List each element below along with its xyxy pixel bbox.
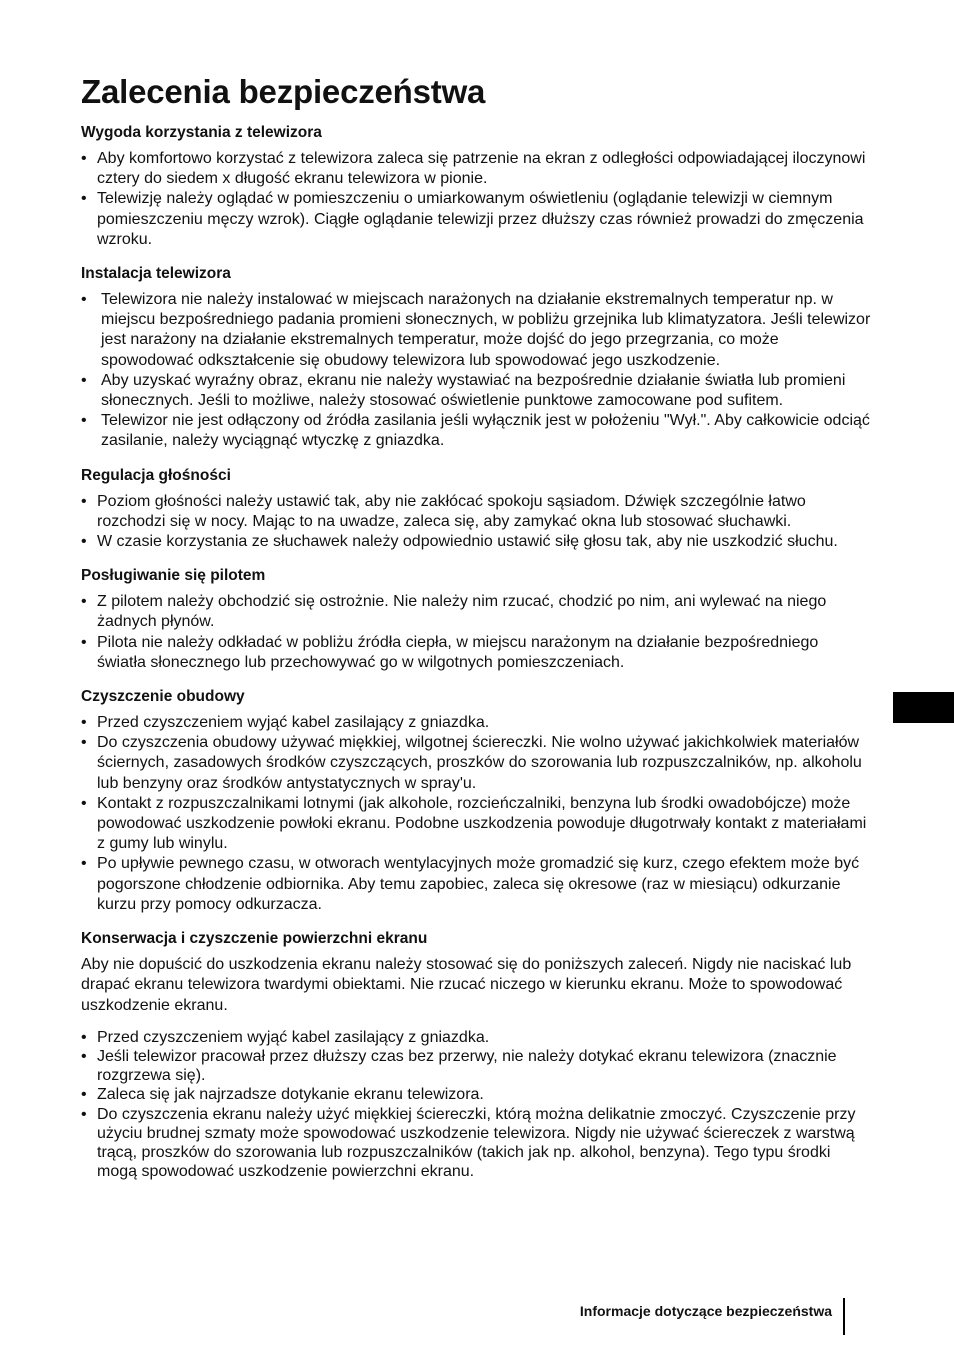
section-heading: Wygoda korzystania z telewizora	[81, 124, 322, 141]
list-item: • Przed czyszczeniem wyjąć kabel zasilający z gniazdka.	[81, 713, 871, 733]
list-item: • Telewizor nie jest odłączony od źródła zasilania jeśli wyłącznik jest w położeniu "Wył.". Aby całkowicie odciąć zasilanie, należy wyciągnąć wtyczkę z gniazdka.	[81, 412, 870, 450]
list-item: • Poziom głośności należy ustawić tak, aby nie zakłócać spokoju sąsiadom. Dźwięk szczególnie łatwo rozchodzi się w nocy. Mając to na uwadze, zaleca się, aby zamykać okna lub stosować słuchawki.	[81, 492, 806, 530]
bullet-icon: •	[81, 150, 87, 167]
section-heading: Instalacja telewizora	[81, 265, 231, 283]
bullet-icon: •	[81, 794, 87, 812]
bullet-list	[81, 290, 871, 452]
bullet-icon: •	[81, 412, 87, 430]
bullet-icon: •	[81, 492, 87, 510]
bullet-list	[81, 149, 871, 250]
bullet-icon: •	[81, 1105, 87, 1123]
bullet-icon: •	[81, 190, 87, 208]
bullet-list	[81, 713, 871, 915]
bullet-icon: •	[81, 1086, 87, 1104]
bullet-icon: •	[81, 1047, 87, 1065]
list-item: • Przed czyszczeniem wyjąć kabel zasilający z gniazdka.	[81, 1028, 490, 1046]
list-item: • Telewizora nie należy instalować w miejscach narażonych na działanie ekstremalnych temperatur np. w miejscu bezpośredniego padania promieni słonecznych, w pobliżu grzejnika lub klimatyzatora. Jeśli telewizor jest narażony na działanie ekstremalnych temperatur, może dojść do jego przegrzania, co może spowodować odkształcenie się obudowy telewizora lub spowodować jego uszkodzenie.	[81, 291, 871, 369]
bullet-icon: •	[81, 633, 87, 651]
section-remote	[81, 566, 871, 673]
bullet-icon: •	[81, 714, 87, 732]
list-item: • Kontakt z rozpuszczalnikami lotnymi (jak alkohole, rozcieńczalniki, benzyna lub środki owadobójcze) może powodować uszkodzenie powłoki ekranu. Podobne uszkodzenia powoduje długotrwały kontakt z materiałami z gumy lub winylu.	[81, 794, 867, 853]
list-item: • Po upływie pewnego czasu, w otworach wentylacyjnych może gromadzić się kurz, czego efektem może być pogorszone chłodzenie odbiornika. Aby temu zapobiec, zaleca się okresowe (raz w miesiącu) odkurzanie kurzu przy pomocy odkurzacza.	[81, 855, 860, 913]
section-cabinet-cleaning	[81, 687, 871, 915]
bullet-icon: •	[81, 1028, 87, 1046]
bullet-list	[81, 492, 871, 553]
bullet-icon: •	[81, 855, 87, 873]
bullet-icon: •	[81, 593, 87, 611]
bullet-icon: •	[81, 371, 87, 389]
list-item: • Do czyszczenia obudowy używać miękkiej, wilgotnej ściereczki. Nie wolno używać jakichkolwiek materiałów ściernych, zasadowych środków czyszczących, proszków do szorowania lub rozpuszczalników, np. alkoholu lub benzyny oraz środków antystatycznych w spray'u.	[81, 734, 862, 792]
list-item: • Do czyszczenia ekranu należy użyć miękkiej ściereczki, którą można delikatnie zmoczyć. Czyszczenie przy użyciu brudnej szmaty może spowodować uszkodzenie telewizora. Nigdy nie używać ściereczek z warstwą trącą, proszków do szorowania lub rozpuszczalników (takich jak np. alkohol, benzyna). Tego typu środki mogą spowodować uszkodzenie powierzchni ekranu.	[81, 1105, 856, 1181]
footer-section-title: Informacje dotyczące bezpieczeństwa	[579, 1303, 832, 1319]
section-screen-care	[81, 929, 871, 1181]
bullet-icon: •	[81, 291, 87, 309]
section-intro: Aby nie dopuścić do uszkodzenia ekranu należy stosować się do poniższych zaleceń. Nigdy nie naciskać lub drapać ekranu telewizora twardymi obiektami. Nie rzucać niczego w kierunku ekranu. Może to spowodować uszkodzenie ekranu.	[81, 956, 852, 1014]
list-item: • Aby komfortowo korzystać z telewizora zaleca się patrzenie na ekran z odległości odpowiadającej iloczynowi cztery do siedem x długość ekranu telewizora w pionie.	[81, 150, 866, 188]
bullet-list	[81, 592, 871, 673]
section-heading: Konserwacja i czyszczenie powierzchni ekranu	[81, 930, 428, 948]
footer-divider	[843, 1298, 845, 1335]
section-heading: Posługiwanie się pilotem	[81, 567, 266, 585]
section-installation	[81, 264, 871, 452]
list-item: • Zaleca się jak najrzadsze dotykanie ekranu telewizora.	[81, 1086, 484, 1104]
bullet-icon: •	[81, 734, 87, 752]
list-item: • Pilota nie należy odkładać w pobliżu źródła ciepła, w miejscu narażonym na działanie bezpośredniego światła słonecznego lub przechowywać go w wilgotnych pomieszczeniach.	[81, 633, 819, 671]
side-tab-marker	[893, 692, 954, 723]
list-item: • Telewizję należy oglądać w pomieszczeniu o umiarkowanym oświetleniu (oglądanie telewizji w ciemnym pomieszczeniu męczy wzrok). Ciągłe oglądanie telewizji przez dłuższy czas również prowadzi do zmęczenia wzroku.	[81, 190, 864, 248]
section-tv-comfort	[81, 123, 871, 250]
bullet-list	[81, 1028, 871, 1182]
page-title: Zalecenia bezpieczeństwa	[81, 73, 486, 110]
bullet-icon: •	[81, 533, 87, 551]
list-item: • Z pilotem należy obchodzić się ostrożnie. Nie należy nim rzucać, chodzić po nim, ani wylewać na niego żadnych płynów.	[81, 593, 827, 631]
content	[81, 123, 871, 1192]
list-item: • Aby uzyskać wyraźny obraz, ekranu nie należy wystawiać na bezpośrednie działanie światła lub promieni słonecznych. Jeśli to możliwe, należy stosować oświetlenie punktowe zamocowane pod sufitem.	[81, 371, 846, 410]
list-item: • Jeśli telewizor pracował przez dłuższy czas bez przerwy, nie należy dotykać ekranu telewizora (znacznie rozgrzewa się).	[81, 1047, 837, 1085]
section-heading: Regulacja głośności	[81, 466, 231, 484]
section-heading: Czyszczenie obudowy	[81, 688, 245, 706]
list-item: • W czasie korzystania ze słuchawek należy odpowiednio ustawić siłę głosu tak, aby nie uszkodzić słuchu.	[81, 532, 871, 552]
section-volume	[81, 466, 871, 553]
